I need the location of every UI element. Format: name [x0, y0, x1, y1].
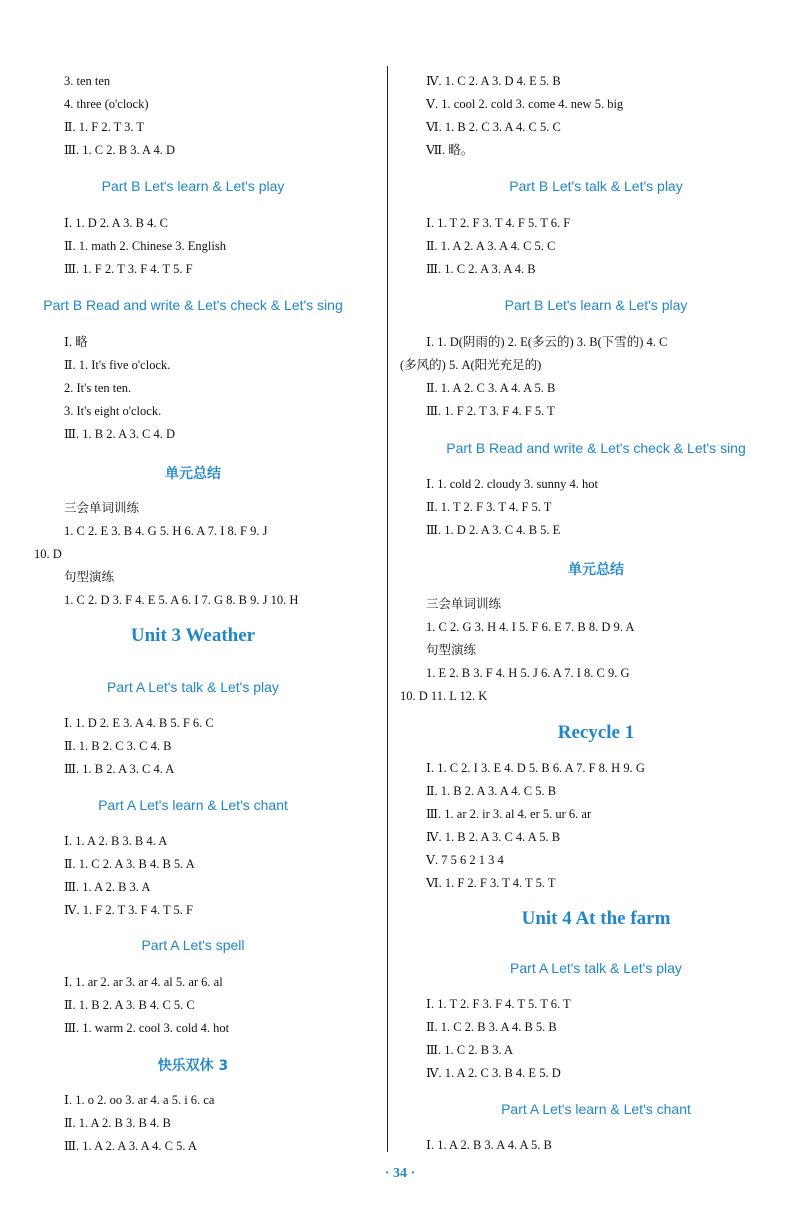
answer-line: Ⅲ. 1. A 2. A 3. A 4. C 5. A — [64, 1139, 197, 1153]
answer-line: 10. D — [34, 547, 62, 561]
answer-line: Ⅴ. 1. cool 2. cold 3. come 4. new 5. big — [426, 97, 624, 111]
answer-line: 1. E 2. B 3. F 4. H 5. J 6. A 7. I 8. C 9. G — [426, 666, 630, 680]
answer-line: Ⅱ. 1. B 2. C 3. C 4. B — [64, 739, 172, 753]
section-heading: Part A Let's learn & Let's chant — [501, 1101, 691, 1117]
section-heading: Part B Let's learn & Let's play — [504, 297, 688, 313]
answer-line: Ⅴ. 7 5 6 2 1 3 4 — [426, 853, 504, 867]
unit-title: Recycle 1 — [557, 722, 635, 743]
section-heading: 单元总结 — [568, 562, 624, 578]
answer-line: Ⅲ. 1. D 2. A 3. C 4. B 5. E — [426, 523, 561, 537]
answer-line: Ⅱ. 1. math 2. Chinese 3. English — [64, 239, 226, 253]
section-heading: Part A Let's talk & Let's play — [107, 679, 279, 695]
section-heading: Part B Let's talk & Let's play — [509, 178, 683, 194]
answer-line: Ⅰ. 1. A 2. B 3. A 4. A 5. B — [426, 1138, 552, 1152]
answer-line: 句型演练 — [64, 570, 115, 584]
answer-line: Ⅲ. 1. ar 2. ir 3. al 4. er 5. ur 6. ar — [426, 807, 592, 821]
page-number: · 34 · — [384, 1166, 416, 1181]
answer-line: Ⅰ. 1. C 2. I 3. E 4. D 5. B 6. A 7. F 8. H 9. G — [426, 761, 645, 775]
answer-line: Ⅰ. 1. cold 2. cloudy 3. sunny 4. hot — [426, 477, 598, 491]
answer-line: Ⅲ. 1. F 2. T 3. F 4. T 5. F — [64, 262, 193, 276]
answer-line: 4. three (o'clock) — [64, 97, 149, 111]
answer-line: Ⅰ. 1. D 2. E 3. A 4. B 5. F 6. C — [64, 716, 214, 730]
section-heading: Part A Let's learn & Let's chant — [98, 797, 288, 813]
answer-line: 1. C 2. D 3. F 4. E 5. A 6. I 7. G 8. B 9. J 10. H — [64, 593, 299, 607]
answer-line: (多风的) 5. A(阳光充足的) — [400, 358, 542, 372]
answer-line: Ⅰ. 1. A 2. B 3. B 4. A — [64, 834, 168, 848]
answer-line: 1. C 2. E 3. B 4. G 5. H 6. A 7. I 8. F 9. J — [64, 524, 268, 538]
answer-line: Ⅰ. 1. T 2. F 3. F 4. T 5. T 6. T — [426, 997, 571, 1011]
answer-line: Ⅲ. 1. C 2. B 3. A — [426, 1043, 514, 1057]
section-heading: 单元总结 — [165, 466, 221, 482]
answer-line: Ⅰ. 1. D(阴雨的) 2. E(多云的) 3. B(下雪的) 4. C — [426, 335, 668, 349]
answer-line: Ⅲ. 1. F 2. T 3. F 4. F 5. T — [426, 404, 555, 418]
answer-line: 1. C 2. G 3. H 4. I 5. F 6. E 7. B 8. D 9. A — [426, 620, 635, 634]
answer-line: Ⅱ. 1. C 2. B 3. A 4. B 5. B — [426, 1020, 557, 1034]
answer-line: Ⅱ. 1. A 2. B 3. B 4. B — [64, 1116, 171, 1130]
answer-line: Ⅵ. 1. F 2. F 3. T 4. T 5. T — [426, 876, 556, 890]
answer-line: Ⅰ. 略 — [64, 335, 88, 349]
section-heading: Part B Read and write & Let's check & Let's sing — [43, 297, 343, 313]
answer-line: 10. D 11. L 12. K — [400, 689, 488, 703]
answer-line: 句型演练 — [426, 643, 477, 657]
answer-line: Ⅱ. 1. C 2. A 3. B 4. B 5. A — [64, 857, 195, 871]
answer-line: Ⅱ. 1. B 2. A 3. A 4. C 5. B — [426, 784, 557, 798]
section-heading: Part B Read and write & Let's check & Let's sing — [446, 440, 746, 456]
section-heading: Part A Let's talk & Let's play — [510, 960, 682, 976]
answer-line: Ⅱ. 1. It's five o'clock. — [64, 358, 171, 372]
answer-line: 2. It's ten ten. — [64, 381, 132, 395]
answer-line: Ⅱ. 1. A 2. A 3. A 4. C 5. C — [426, 239, 556, 253]
answer-line: Ⅳ. 1. B 2. A 3. C 4. A 5. B — [426, 830, 561, 844]
answer-line: Ⅲ. 1. warm 2. cool 3. cold 4. hot — [64, 1021, 230, 1035]
answer-line: Ⅰ. 1. T 2. F 3. T 4. F 5. T 6. F — [426, 216, 571, 230]
answer-line: 3. ten ten — [64, 74, 111, 88]
answer-line: Ⅱ. 1. T 2. F 3. T 4. F 5. T — [426, 500, 552, 514]
answer-line: Ⅱ. 1. B 2. A 3. B 4. C 5. C — [64, 998, 195, 1012]
answer-line: 三会单词训练 — [426, 597, 502, 611]
answer-line: Ⅰ. 1. o 2. oo 3. ar 4. a 5. i 6. ca — [64, 1093, 215, 1107]
answer-line: 三会单词训练 — [64, 501, 140, 515]
answer-line: Ⅲ. 1. A 2. B 3. A — [64, 880, 151, 894]
answer-line: Ⅰ. 1. ar 2. ar 3. ar 4. al 5. ar 6. al — [64, 975, 223, 989]
answer-line: Ⅲ. 1. B 2. A 3. C 4. A — [64, 762, 175, 776]
answer-line: Ⅳ. 1. F 2. T 3. F 4. T 5. F — [64, 903, 193, 917]
unit-title: Unit 3 Weather — [130, 625, 256, 646]
answer-line: Ⅵ. 1. B 2. C 3. A 4. C 5. C — [426, 120, 561, 134]
answer-line: Ⅰ. 1. D 2. A 3. B 4. C — [64, 216, 168, 230]
section-heading: Part A Let's spell — [141, 937, 245, 953]
section-heading: Part B Let's learn & Let's play — [101, 178, 285, 194]
column-divider — [387, 66, 388, 1152]
answer-line: Ⅲ. 1. C 2. A 3. A 4. B — [426, 262, 536, 276]
answer-line: Ⅲ. 1. C 2. B 3. A 4. D — [64, 143, 176, 157]
answer-line: 3. It's eight o'clock. — [64, 404, 162, 418]
answer-line: Ⅱ. 1. A 2. C 3. A 4. A 5. B — [426, 381, 556, 395]
answer-line: Ⅳ. 1. C 2. A 3. D 4. E 5. B — [426, 74, 561, 88]
section-heading: 快乐双休 3 — [157, 1058, 229, 1074]
answer-line: Ⅳ. 1. A 2. C 3. B 4. E 5. D — [426, 1066, 561, 1080]
answer-line: Ⅱ. 1. F 2. T 3. T — [64, 120, 145, 134]
answer-line: Ⅲ. 1. B 2. A 3. C 4. D — [64, 427, 176, 441]
answer-line: Ⅶ. 略。 — [426, 143, 474, 157]
unit-title: Unit 4 At the farm — [521, 908, 671, 929]
